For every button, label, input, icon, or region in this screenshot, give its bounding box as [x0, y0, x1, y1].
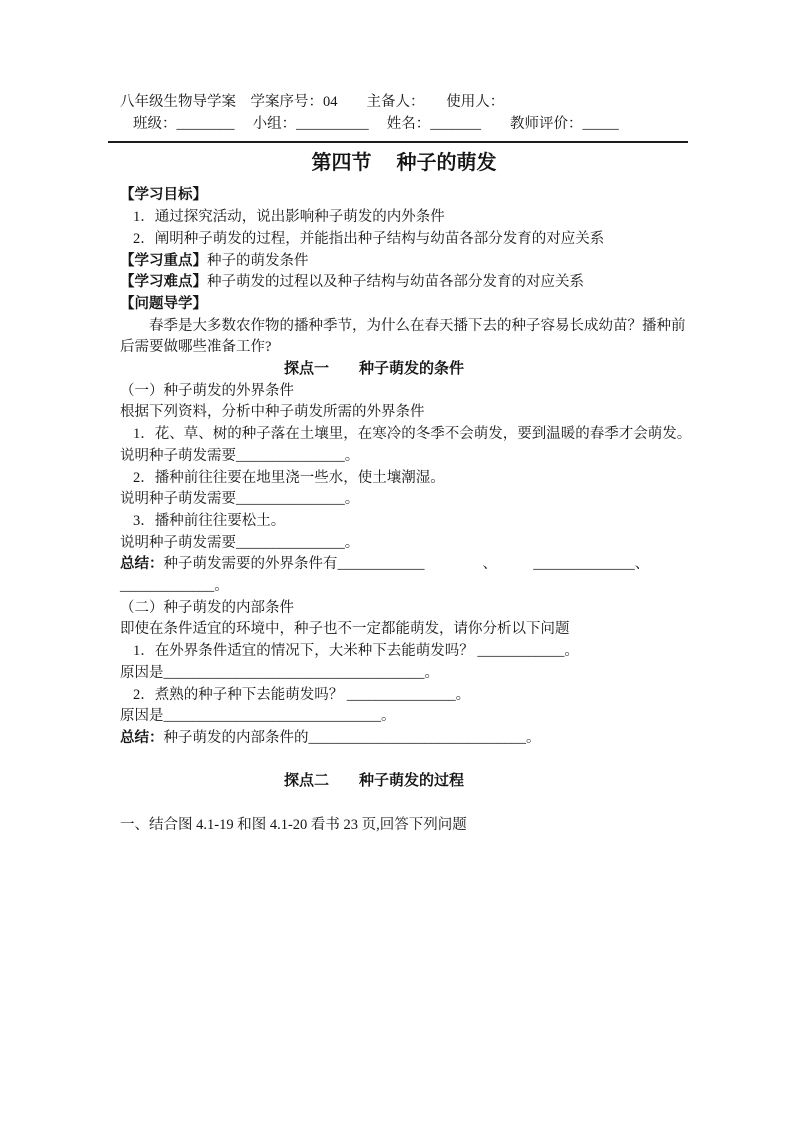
bold-text: 总结： — [120, 729, 164, 746]
blank-field: ______________ — [533, 556, 635, 573]
summary-internal-line — [120, 728, 688, 750]
blank-field: _______________ — [236, 491, 345, 508]
text-run: 1．通过探究活动，说出影响种子萌发的内外条件 — [133, 209, 445, 226]
header-divider — [108, 141, 688, 143]
blank-field: _____________ — [120, 578, 215, 595]
text-run: 原因是 — [120, 708, 164, 725]
section-2-intro — [120, 619, 688, 641]
guiding-question-line-1 — [120, 316, 688, 338]
goal-item-2 — [120, 229, 688, 251]
summary-external-line-2 — [120, 576, 688, 598]
text-run: 。 — [344, 447, 360, 464]
reason-line-2 — [120, 706, 688, 728]
material-item-2 — [120, 468, 688, 490]
section-1-intro — [120, 402, 688, 424]
bold-text: 【学习难点】 — [120, 274, 207, 291]
explore-point-1-heading — [120, 359, 688, 381]
text-run: 种子萌发需要的外界条件有 — [163, 556, 338, 573]
bold-text: 【学习目标】 — [120, 187, 207, 204]
text-run: 2．阐明种子萌发的过程，并能指出种子结构与幼苗各部分发育的对应关系 — [133, 230, 605, 247]
task-1-line — [120, 815, 688, 837]
text-run: 后需要做哪些准备工作? — [120, 339, 272, 356]
difficult-point-line — [120, 272, 688, 294]
text-run: 种子萌发的内部条件的 — [163, 729, 309, 746]
text-run: 春季是大多数农作物的播种季节，为什么在春天播下去的种子容易长成幼苗？播种前 — [149, 317, 686, 334]
explore-point-2-heading — [120, 771, 688, 793]
key-point-line — [120, 251, 688, 273]
internal-question-2 — [120, 685, 688, 707]
text-run: 。 — [381, 708, 396, 725]
text-run: 种子的萌发条件 — [207, 252, 309, 269]
header-line-1: 八年级生物导学案 学案序号：04 主备人： 使用人： — [120, 94, 505, 110]
text-run: 一、结合图 4.1-19 和图 4.1-20 看书 23 页,回答下列问题 — [120, 816, 467, 833]
guiding-question-heading — [120, 294, 688, 316]
header-line-2: 班级：________ 小组：__________ 姓名：_______ 教师评价：_____ — [133, 115, 619, 132]
text-run: （一）种子萌发的外界条件 — [120, 382, 294, 399]
blank-field: ____________ — [477, 643, 565, 660]
text-run: 。 — [344, 534, 360, 551]
text-run: 。 — [564, 643, 579, 660]
text-run: 1．在外界条件适宜的情况下，大米种下去能萌发吗？ — [133, 643, 478, 660]
text-run: 。 — [424, 664, 439, 681]
text-run: 、 — [634, 556, 650, 573]
section-2-subheading — [120, 598, 688, 620]
text-run: 说明种子萌发需要 — [120, 447, 236, 464]
spacer — [120, 750, 688, 772]
blank-field: ____________ — [337, 556, 425, 573]
text-run: 。 — [214, 578, 229, 595]
text-run: 种子萌发的过程以及种子结构与幼苗各部分发育的对应关系 — [207, 274, 584, 291]
text-run: （二）种子萌发的内部条件 — [120, 599, 294, 616]
conclusion-line-3 — [120, 533, 688, 555]
text-run: 3．播种前往往要松土。 — [133, 512, 286, 529]
blank-field: _______________ — [236, 447, 345, 464]
conclusion-line-1 — [120, 446, 688, 468]
text-run: 原因是 — [120, 664, 164, 681]
text-run: 。 — [455, 686, 471, 703]
bold-text: 【学习重点】 — [120, 252, 207, 269]
text-run: 说明种子萌发需要 — [120, 534, 236, 551]
goal-item-1 — [120, 207, 688, 229]
text-run: 、 — [424, 556, 534, 573]
text-run: 说明种子萌发需要 — [120, 491, 236, 508]
summary-external-line-1 — [120, 554, 688, 576]
blank-field: _______________ — [346, 686, 456, 703]
page-title: 第四节 种子的萌发 — [311, 152, 497, 175]
section-1-subheading — [120, 381, 688, 403]
spacer — [120, 793, 688, 815]
learning-goals-heading — [120, 185, 688, 207]
material-item-3 — [120, 511, 688, 533]
text-run: 2．播种前往往要在地里浇一些水，使土壤潮湿。 — [133, 469, 445, 486]
text-run: 探点二 种子萌发的过程 — [283, 773, 464, 790]
blank-field: ______________________________ — [308, 729, 526, 746]
text-run: 探点一 种子萌发的条件 — [283, 361, 464, 378]
bold-text: 总结： — [120, 556, 164, 573]
text-run: 1．花、草、树的种子落在土壤里，在寒冷的冬季不会萌发，要到温暖的春季才会萌发。 — [133, 426, 692, 443]
bold-text: 【问题导学】 — [120, 295, 207, 312]
material-item-1 — [120, 424, 692, 446]
blank-field: _______________ — [236, 534, 345, 551]
guiding-question-line-2 — [120, 337, 688, 359]
text-run: 即使在条件适宜的环境中，种子也不一定都能萌发，请你分析以下问题 — [120, 621, 570, 638]
blank-field: ____________________________________ — [163, 664, 425, 681]
text-run: 根据下列资料，分析中种子萌发所需的外界条件 — [120, 404, 425, 421]
text-run: 。 — [526, 729, 541, 746]
text-run: 2．煮熟的种子种下去能萌发吗？ — [133, 686, 347, 703]
reason-line-1 — [120, 663, 688, 685]
internal-question-1 — [120, 641, 688, 663]
conclusion-line-2 — [120, 489, 688, 511]
document-body — [120, 92, 692, 836]
text-run: 。 — [344, 491, 360, 508]
blank-field: ______________________________ — [163, 708, 381, 725]
worksheet-content — [120, 185, 692, 836]
